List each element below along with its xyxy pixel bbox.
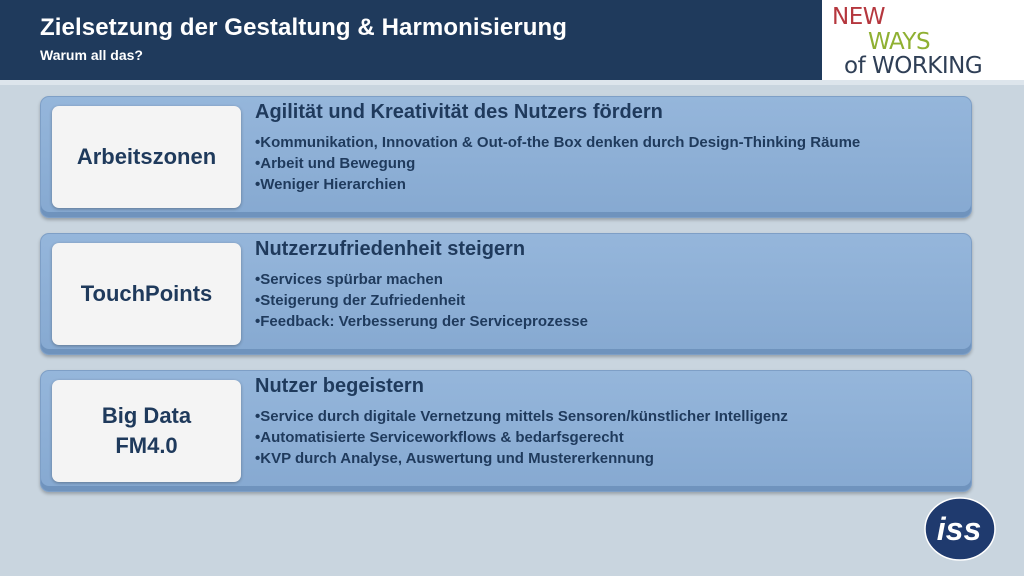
panel-big-data xyxy=(40,370,972,492)
bullet-item: • Automatisierte Serviceworkflows & bedarfsgerecht xyxy=(255,427,788,448)
slide-title: Zielsetzung der Gestaltung & Harmonisierung xyxy=(40,14,568,41)
iss-logo xyxy=(920,495,998,563)
panel-label-line2: FM4.0 xyxy=(115,433,178,458)
bullet-item: • Steigerung der Zufriedenheit xyxy=(255,290,588,311)
panel-label: TouchPoints xyxy=(80,281,213,306)
iss-logo-text: iss xyxy=(936,511,982,547)
bullet-item: • Weniger Hierarchien xyxy=(255,174,860,195)
bullet-item: • KVP durch Analyse, Auswertung und Mustererkennung xyxy=(255,448,788,469)
bullet-item: • Kommunikation, Innovation & Out-of-the Box denken durch Design-Thinking Räume xyxy=(255,132,860,153)
bullet-list xyxy=(255,406,788,469)
panel-label: Arbeitszonen xyxy=(76,144,217,169)
panel-title: Agilität und Kreativität des Nutzers fördern xyxy=(255,101,663,123)
bullet-list xyxy=(255,269,588,332)
bullet-item: • Feedback: Verbesserung der Serviceprozesse xyxy=(255,311,588,332)
logo-word-working: of WORKING xyxy=(844,53,983,79)
panel-title: Nutzer begeistern xyxy=(255,375,424,397)
panel-label-box xyxy=(52,243,241,345)
bullet-item: • Service durch digitale Vernetzung mittels Sensoren/künstlicher Intelligenz xyxy=(255,406,788,427)
panel-title: Nutzerzufriedenheit steigern xyxy=(255,238,526,260)
bullet-item: • Arbeit und Bewegung xyxy=(255,153,860,174)
panel-label-line1: Big Data xyxy=(101,403,192,428)
panel-label-box xyxy=(52,106,241,208)
header-divider xyxy=(0,80,1024,85)
new-ways-of-working-logo xyxy=(822,0,1024,80)
panel-arbeitszonen xyxy=(40,96,972,218)
bullet-item: • Services spürbar machen xyxy=(255,269,588,290)
panel-touchpoints xyxy=(40,233,972,355)
bullet-list xyxy=(255,132,860,195)
logo-word-ways: WAYS xyxy=(868,29,931,55)
slide-subtitle: Warum all das? xyxy=(40,47,143,63)
logo-word-new: NEW xyxy=(832,4,885,30)
panel-label-box xyxy=(52,380,241,482)
panel-label xyxy=(102,401,191,461)
